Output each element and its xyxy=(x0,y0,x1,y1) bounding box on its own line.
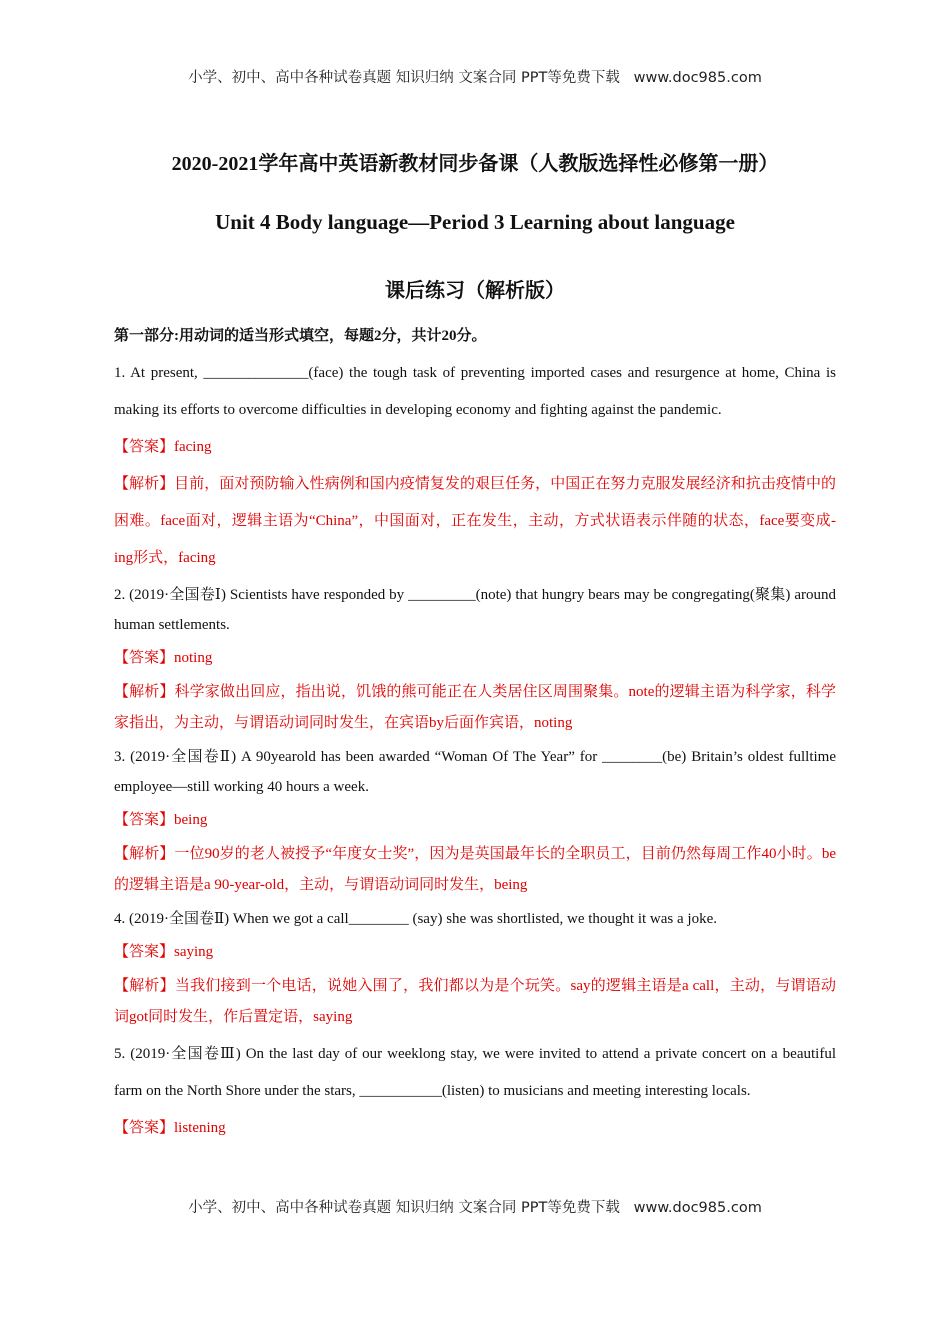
answer-4: 【答案】saying xyxy=(114,944,214,960)
question-4: 4. (2019·全国卷Ⅱ) When we got a call________ (say) she was shortlisted, we thought it was a joke. xyxy=(114,911,717,927)
footer-text: 小学、初中、高中各种试卷真题 知识归纳 文案合同 PPT等免费下载 xyxy=(188,1200,620,1216)
answer-1: 【答案】facing xyxy=(114,439,212,455)
page-header xyxy=(0,66,950,87)
exercise-content xyxy=(114,325,836,1147)
title-line-2: Unit 4 Body language—Period 3 Learning about language xyxy=(215,210,735,234)
question-5: 5. (2019·全国卷Ⅲ) On the last day of our weeklong stay, we were invited to attend a private concert on a beautiful farm on the North Shore under the stars, ___________(listen) to musicians and meeting interesting locals. xyxy=(114,1046,836,1099)
title-line-3: 课后练习（解析版） xyxy=(385,280,565,302)
explanation-4: 【解析】当我们接到一个电话，说她入围了，我们都以为是个玩笑。say的逻辑主语是a call，主动，与谓语动词got同时发生，作后置定语，saying xyxy=(114,978,836,1025)
answer-5: 【答案】listening xyxy=(114,1120,226,1136)
header-text: 小学、初中、高中各种试卷真题 知识归纳 文案合同 PPT等免费下载 xyxy=(188,70,620,86)
footer-site[interactable]: www.doc985.com xyxy=(633,1200,762,1216)
explanation-1: 【解析】目前，面对预防输入性病例和国内疫情复发的艰巨任务，中国正在努力克服发展经济和抗击疫情中的困难。face面对，逻辑主语为“China”，中国面对，正在发生，主动，方式状语表示伴随的状态，face要变成-ing形式，facing xyxy=(114,476,836,566)
header-site[interactable]: www.doc985.com xyxy=(633,70,762,86)
question-1: 1. At present, ______________(face) the tough task of preventing imported cases and resurgence at home, China is making its efforts to overcome difficulties in developing economy and fighting against the pandemic. xyxy=(114,365,836,418)
explanation-3: 【解析】一位90岁的老人被授予“年度女士奖”，因为是英国最年长的全职员工，目前仍然每周工作40小时。be的逻辑主语是a 90-year-old，主动，与谓语动词同时发生，being xyxy=(114,846,836,893)
question-2: 2. (2019·全国卷Ⅰ) Scientists have responded by _________(note) that hungry bears may be congregating(聚集) around human settlements. xyxy=(114,587,836,633)
explanation-2: 【解析】科学家做出回应，指出说，饥饿的熊可能正在人类居住区周围聚集。note的逻辑主语为科学家，科学家指出，为主动，与谓语动词同时发生，在宾语by后面作宾语，noting xyxy=(114,684,836,731)
answer-3: 【答案】being xyxy=(114,812,208,828)
section-heading: 第一部分:用动词的适当形式填空，每题2分，共计20分。 xyxy=(114,328,487,344)
question-3: 3. (2019·全国卷Ⅱ) A 90yearold has been awarded “Woman Of The Year” for ________(be) Britain’s oldest fulltime employee—still working 40 hours a week. xyxy=(114,749,836,795)
answer-2: 【答案】noting xyxy=(114,650,213,666)
page-footer xyxy=(0,1196,950,1217)
title-line-1: 2020-2021学年高中英语新教材同步备课（人教版选择性必修第一册） xyxy=(171,153,779,175)
